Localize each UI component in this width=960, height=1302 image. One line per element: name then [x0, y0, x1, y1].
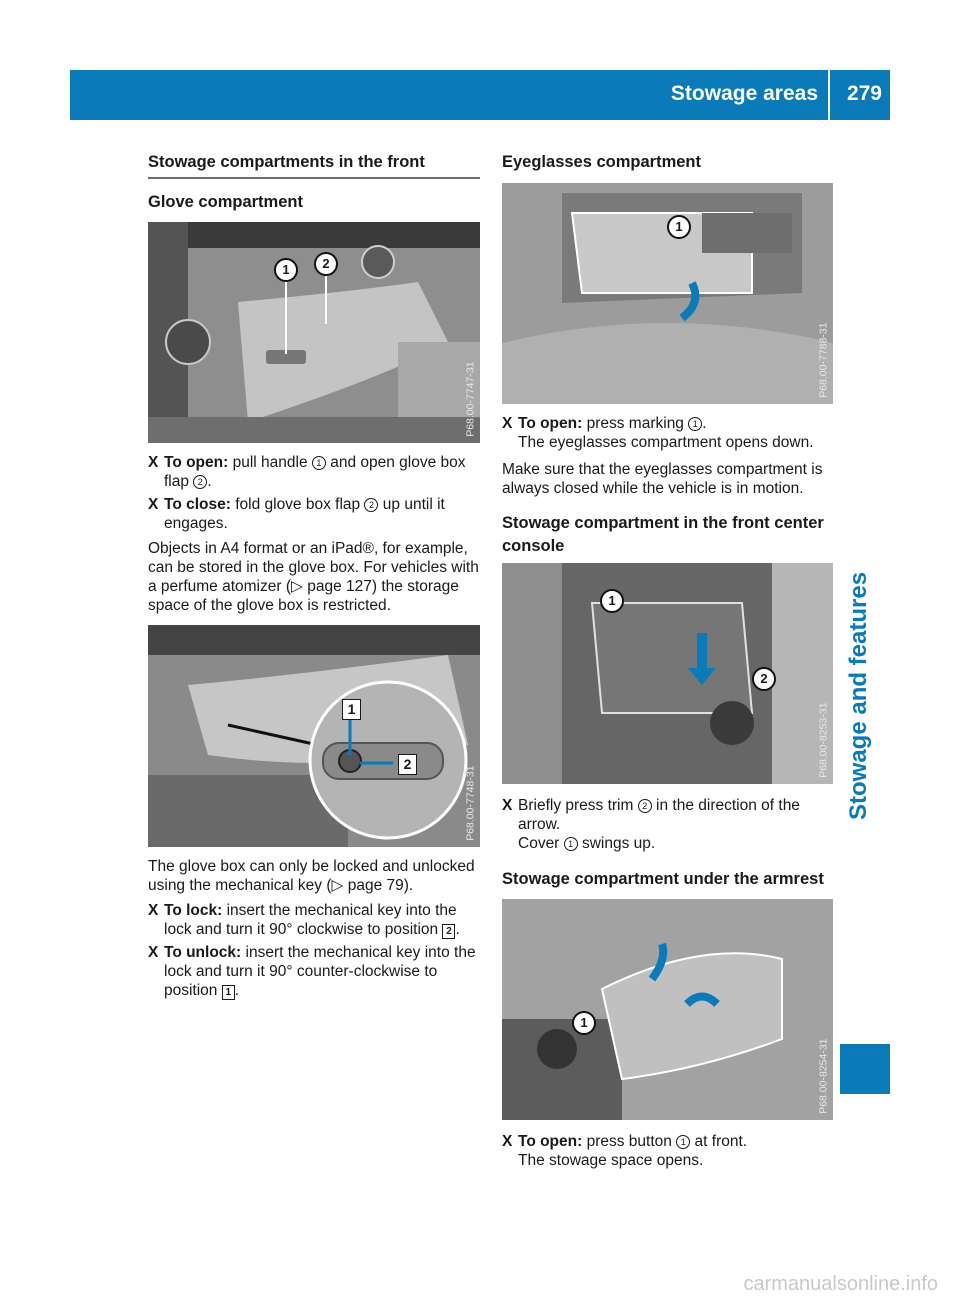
position-2-label: 2	[398, 754, 417, 775]
ref-2: 2	[364, 498, 378, 512]
step-label: To lock:	[164, 902, 223, 919]
armrest-figure	[502, 899, 833, 1120]
section-title: Stowage compartments in the front	[148, 153, 425, 171]
eyeglasses-title: Eyeglasses compartment	[502, 153, 702, 171]
chapter-marker	[840, 1044, 890, 1094]
eye-open-step: X To open: press marking 1 . The eyeglasses compartment opens down.	[502, 415, 814, 451]
center-console-figure	[502, 563, 833, 784]
callout-2: 2	[314, 252, 338, 276]
chapter-tab	[840, 120, 890, 1180]
leader-line	[285, 282, 287, 354]
center-console-illustration	[502, 563, 833, 784]
ref-1: 1	[312, 456, 326, 470]
callout-1: 1	[600, 589, 624, 613]
callout-1: 1	[274, 258, 298, 282]
step-arrow: X	[502, 415, 513, 432]
callout-2: 2	[752, 667, 776, 691]
footer-site[interactable]: carmanualsonline.info	[743, 1273, 938, 1295]
ref-2: 2	[638, 799, 652, 813]
glove-title: Glove compartment	[148, 193, 303, 211]
step-label: To open:	[518, 415, 583, 432]
page-header	[70, 70, 890, 120]
ref-1: 1	[564, 837, 578, 851]
figure-code: P68.00-7748-31	[464, 765, 477, 841]
chapter-label: Stowage and features	[845, 571, 872, 820]
close-step: X To close: fold glove box flap 2 up until it engages.	[148, 496, 445, 532]
step-arrow: X	[502, 1133, 513, 1150]
figure-code: P68.00-7788-31	[817, 322, 830, 398]
ref-2: 2	[193, 475, 207, 489]
paragraph: Objects in A4 format or an iPad®, for example, can be stored in the glove box. For vehicles with a perfume atomizer (▷ page 127) the storage space of the glove box is restricted.	[148, 540, 479, 614]
header-title: Stowage areas	[670, 82, 818, 105]
glove-lock-figure	[148, 625, 480, 847]
trim-step: X Briefly press trim 2 in the direction of the arrow. Cover 1 swings up.	[502, 797, 800, 852]
paragraph: The glove box can only be locked and unlocked using the mechanical key (▷ page 79).	[148, 858, 475, 894]
position-1-label: 1	[342, 699, 361, 720]
unlock-step: X To unlock: insert the mechanical key into the lock and turn it 90° counter-clockwise to position 1 .	[148, 944, 476, 999]
lock-step: X To lock: insert the mechanical key into the lock and turn it 90° clockwise to position 2 .	[148, 902, 460, 938]
figure-code: P68.00-7747-31	[464, 361, 477, 437]
ref-pos-1: 1	[222, 985, 235, 1000]
step-label: To open:	[518, 1133, 583, 1150]
header-divider	[828, 70, 830, 120]
eyeglasses-figure	[502, 183, 833, 404]
ref-1: 1	[688, 417, 702, 431]
step-arrow: X	[148, 944, 159, 961]
figure-code: P68.00-8253-31	[817, 702, 830, 778]
step-arrow: X	[148, 454, 159, 471]
open-step: X To open: pull handle 1 and open glove box flap 2 .	[148, 454, 466, 490]
callout-1: 1	[667, 215, 691, 239]
ref-pos-2: 2	[442, 924, 455, 939]
step-label: To unlock:	[164, 944, 242, 961]
center-console-title: Stowage compartment in the front center console	[502, 514, 824, 556]
step-label: To close:	[164, 496, 231, 513]
paragraph: Make sure that the eyeglasses compartment is always closed while the vehicle is in motion.	[502, 461, 823, 497]
glove-box-illustration	[148, 222, 480, 443]
glove-box-figure	[148, 222, 480, 443]
page-number: 279	[846, 82, 882, 105]
step-arrow: X	[148, 902, 159, 919]
ref-1: 1	[676, 1135, 690, 1149]
armrest-title: Stowage compartment under the armrest	[502, 870, 824, 888]
step-label: To open:	[164, 454, 229, 471]
figure-code: P68.00-8254-31	[817, 1038, 830, 1114]
leader-line	[325, 276, 327, 324]
step-arrow: X	[502, 797, 513, 814]
armrest-open-step: X To open: press button 1 at front. The stowage space opens.	[502, 1133, 748, 1169]
section-rule	[148, 177, 480, 179]
armrest-illustration	[502, 899, 833, 1120]
glove-lock-illustration	[148, 625, 480, 847]
callout-1: 1	[572, 1011, 596, 1035]
eyeglasses-illustration	[502, 183, 833, 404]
step-arrow: X	[148, 496, 159, 513]
